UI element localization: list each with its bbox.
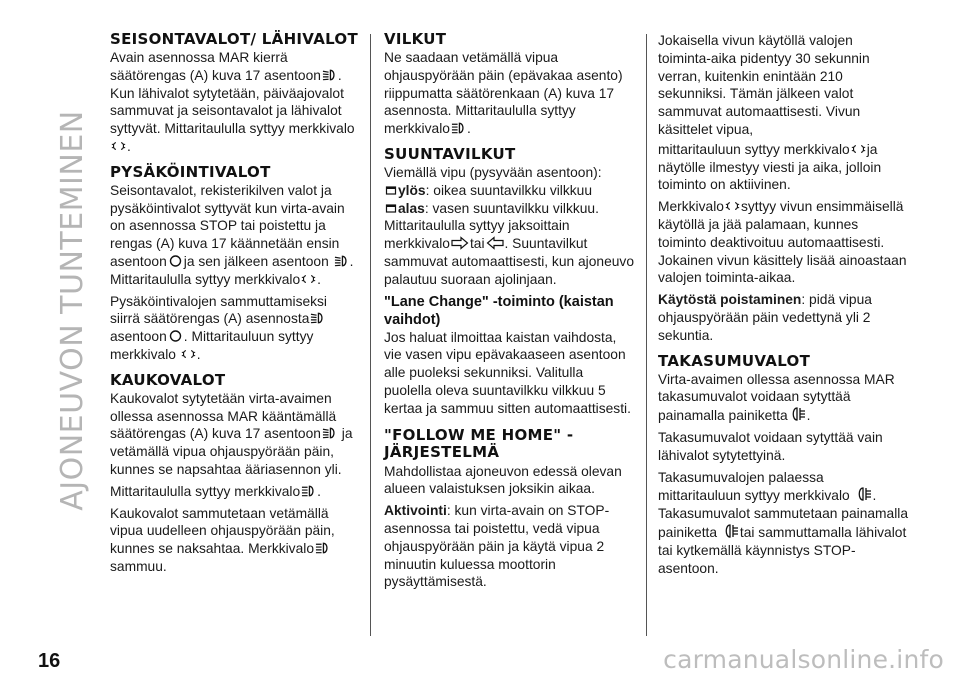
paragraph: Takasumuvalojen palaessa mittaritauluun syttyy merkkivalo . Takasumuvalot sammutetaan painamalla painiketta tai sammuttamalla lähivalot tai kytkemällä käynnistys STOP-asentoon. xyxy=(658,469,909,576)
off-circle-icon xyxy=(168,329,183,343)
bullet-down: alas: vasen suuntavilkku vilkkuu. xyxy=(384,200,634,218)
paragraph: Pysäköintivalojen sammuttamiseksi siirrä säätörengas (A) asennosta asentoon . Mittaritauluun syttyy merkkivalo . xyxy=(110,293,327,362)
section-heading: TAKASUMUVALOT xyxy=(658,351,811,370)
paragraph: Takasumuvalot voidaan sytyttää vain lähivalot sytytettyinä. xyxy=(658,429,883,463)
section-heading: KAUKOVALOT xyxy=(110,370,226,389)
paragraph: mittaritauluun syttyy merkkivalo ja näytölle ilmestyy viesti ja aika, jolloin toiminto on aktiivinen. xyxy=(658,141,882,193)
section-heading: VILKUT xyxy=(384,30,447,48)
column-3 xyxy=(658,32,908,581)
paragraph: Seisontavalot, rekisterikilven valot ja pysäköintivalot syttyvät kun virta-avain on asennossa STOP tai poistettu ja rengas (A) kuva 17 käännetään ensin asentoon ja sen jälkeen asentoon . Mittaritaululla syttyy merkkivalo . xyxy=(110,182,354,287)
section-vilkut xyxy=(384,32,634,138)
watermark: carmanualsonline.info xyxy=(663,645,944,674)
low-beam-icon xyxy=(322,426,337,440)
section-heading: PYSÄKÖINTIVALOT xyxy=(110,162,271,181)
chapter-side-title: AJONEUVON TUNTEMINEN xyxy=(54,109,90,511)
column-divider xyxy=(646,34,647,636)
high-beam-icon xyxy=(301,484,316,498)
paragraph: Kaukovalot sytytetään virta-avaimen ollessa asennossa MAR kääntämällä säätörengas (A) kuva 17 asentoon ja vetämällä vipua ohjauspyörään päin, kunnes se napsahtaa ääriasennon yli. xyxy=(110,390,353,477)
position-light-icon xyxy=(181,347,196,361)
position-light-icon xyxy=(851,142,866,156)
section-suuntavilkut xyxy=(384,144,635,289)
high-beam-icon xyxy=(315,541,330,555)
rear-fog-icon xyxy=(722,523,739,539)
paragraph: Käytöstä poistaminen: pidä vipua ohjauspyörään päin vedettynä yli 2 sekuntia. xyxy=(658,292,872,343)
rear-fog-icon xyxy=(789,406,806,422)
paragraph: Viemällä vipu (pysyvään asentoon): xyxy=(384,164,602,180)
paragraph: Aktivointi: kun virta-avain on STOP-asennossa tai poistettu, vedä vipua ohjauspyörään päin ja käytä vipua 2 minuutin kuluessa moottorin pysäyttämisestä. xyxy=(384,503,610,590)
high-beam-icon xyxy=(451,121,466,135)
bullet-box-icon xyxy=(385,201,397,215)
bullet-up: ylös: oikea suuntavilkku vilkkuu xyxy=(384,182,634,200)
section-lane-change xyxy=(384,293,634,418)
off-circle-icon xyxy=(168,254,183,268)
section-seisontavalot xyxy=(110,32,360,156)
low-beam-icon xyxy=(310,311,325,325)
section-follow-me-home-cont xyxy=(658,32,908,345)
section-follow-me-home xyxy=(384,427,634,592)
section-pysakointivalot xyxy=(110,162,360,364)
page-number: 16 xyxy=(38,650,61,672)
rear-fog-icon xyxy=(855,486,872,502)
low-beam-icon xyxy=(334,254,349,268)
section-heading: SEISONTAVALOT/ LÄHIVALOT xyxy=(110,30,359,48)
paragraph: Jokaisella vivun käytöllä valojen toiminta-aika pidentyy 30 sekunnin verran, kuitenkin enintään 210 sekunniksi. Tämän jälkeen valot sammuvat automaattisesti. Vivun käsittelet vipua, xyxy=(658,33,870,137)
paragraph: Mittaritaululla syttyy merkkivalo . xyxy=(110,483,321,499)
column-2 xyxy=(384,32,634,595)
low-beam-icon xyxy=(322,68,337,82)
paragraph: Avain asennossa MAR kierrä säätörengas (A) kuva 17 asentoon . Kun lähivalot sytytetään, päiväajovalot sammuvat ja seisontavalot ja lähivalot syttyvät. Mittaritaululla syttyy merkkivalo . xyxy=(110,50,355,154)
section-heading: "FOLLOW ME HOME" - JÄRJESTELMÄ xyxy=(384,425,574,461)
paragraph: Mittaritaululla syttyy jaksoittain merkkivalo tai . Suuntavilkut sammuvat automaattisesti, kun ajoneuvo palautuu suoraan ajolinjaan. xyxy=(384,218,635,287)
turn-arrow-left-icon xyxy=(486,236,504,250)
paragraph: Kaukovalot sammutetaan vetämällä vipua uudelleen ohjauspyörään päin, kunnes se naksahtaa. Merkkivalo sammuu. xyxy=(110,505,335,574)
paragraph: Merkkivalo syttyy vivun ensimmäisellä käytöllä ja jää palamaan, kunnes toiminto deaktivoituu automaattisesti. Jokainen vivun käsittely lisää ainoastaan valojen toiminta-aikaa. xyxy=(658,199,907,286)
bullet-box-icon xyxy=(385,183,397,197)
paragraph: Ne saadaan vetämällä vipua ohjauspyörään päin (epävakaa asento) riippumatta säätörenkaan (A) kuva 17 asennosta. Mittaritaululla syttyy merkkivalo . xyxy=(384,50,623,137)
subsection-heading: "Lane Change" -toiminto (kaistan vaihdot) xyxy=(384,293,614,328)
position-light-icon xyxy=(111,139,126,153)
column-1 xyxy=(110,32,360,580)
section-takasumuvalot xyxy=(658,351,909,578)
paragraph: Jos haluat ilmoittaa kaistan vaihdosta, vie vasen vipu epävakaaseen asentoon alle puoleksi sekunniksi. Valitulla puolella oleva suuntavilkku vilkkuu 5 kertaa ja sammuu sitten automaattisesti. xyxy=(384,329,631,416)
paragraph: Mahdollistaa ajoneuvon edessä olevan alueen valaistuksen joksikin aikaa. xyxy=(384,463,622,497)
column-divider xyxy=(370,34,371,636)
position-light-icon xyxy=(725,199,740,213)
paragraph: Virta-avaimen ollessa asennossa MAR takasumuvalot voidaan sytyttää painamalla painiketta . xyxy=(658,371,895,424)
turn-arrow-right-icon xyxy=(451,236,469,250)
position-light-icon xyxy=(301,272,316,286)
section-heading: SUUNTAVILKUT xyxy=(384,144,516,163)
section-kaukovalot xyxy=(110,370,360,576)
